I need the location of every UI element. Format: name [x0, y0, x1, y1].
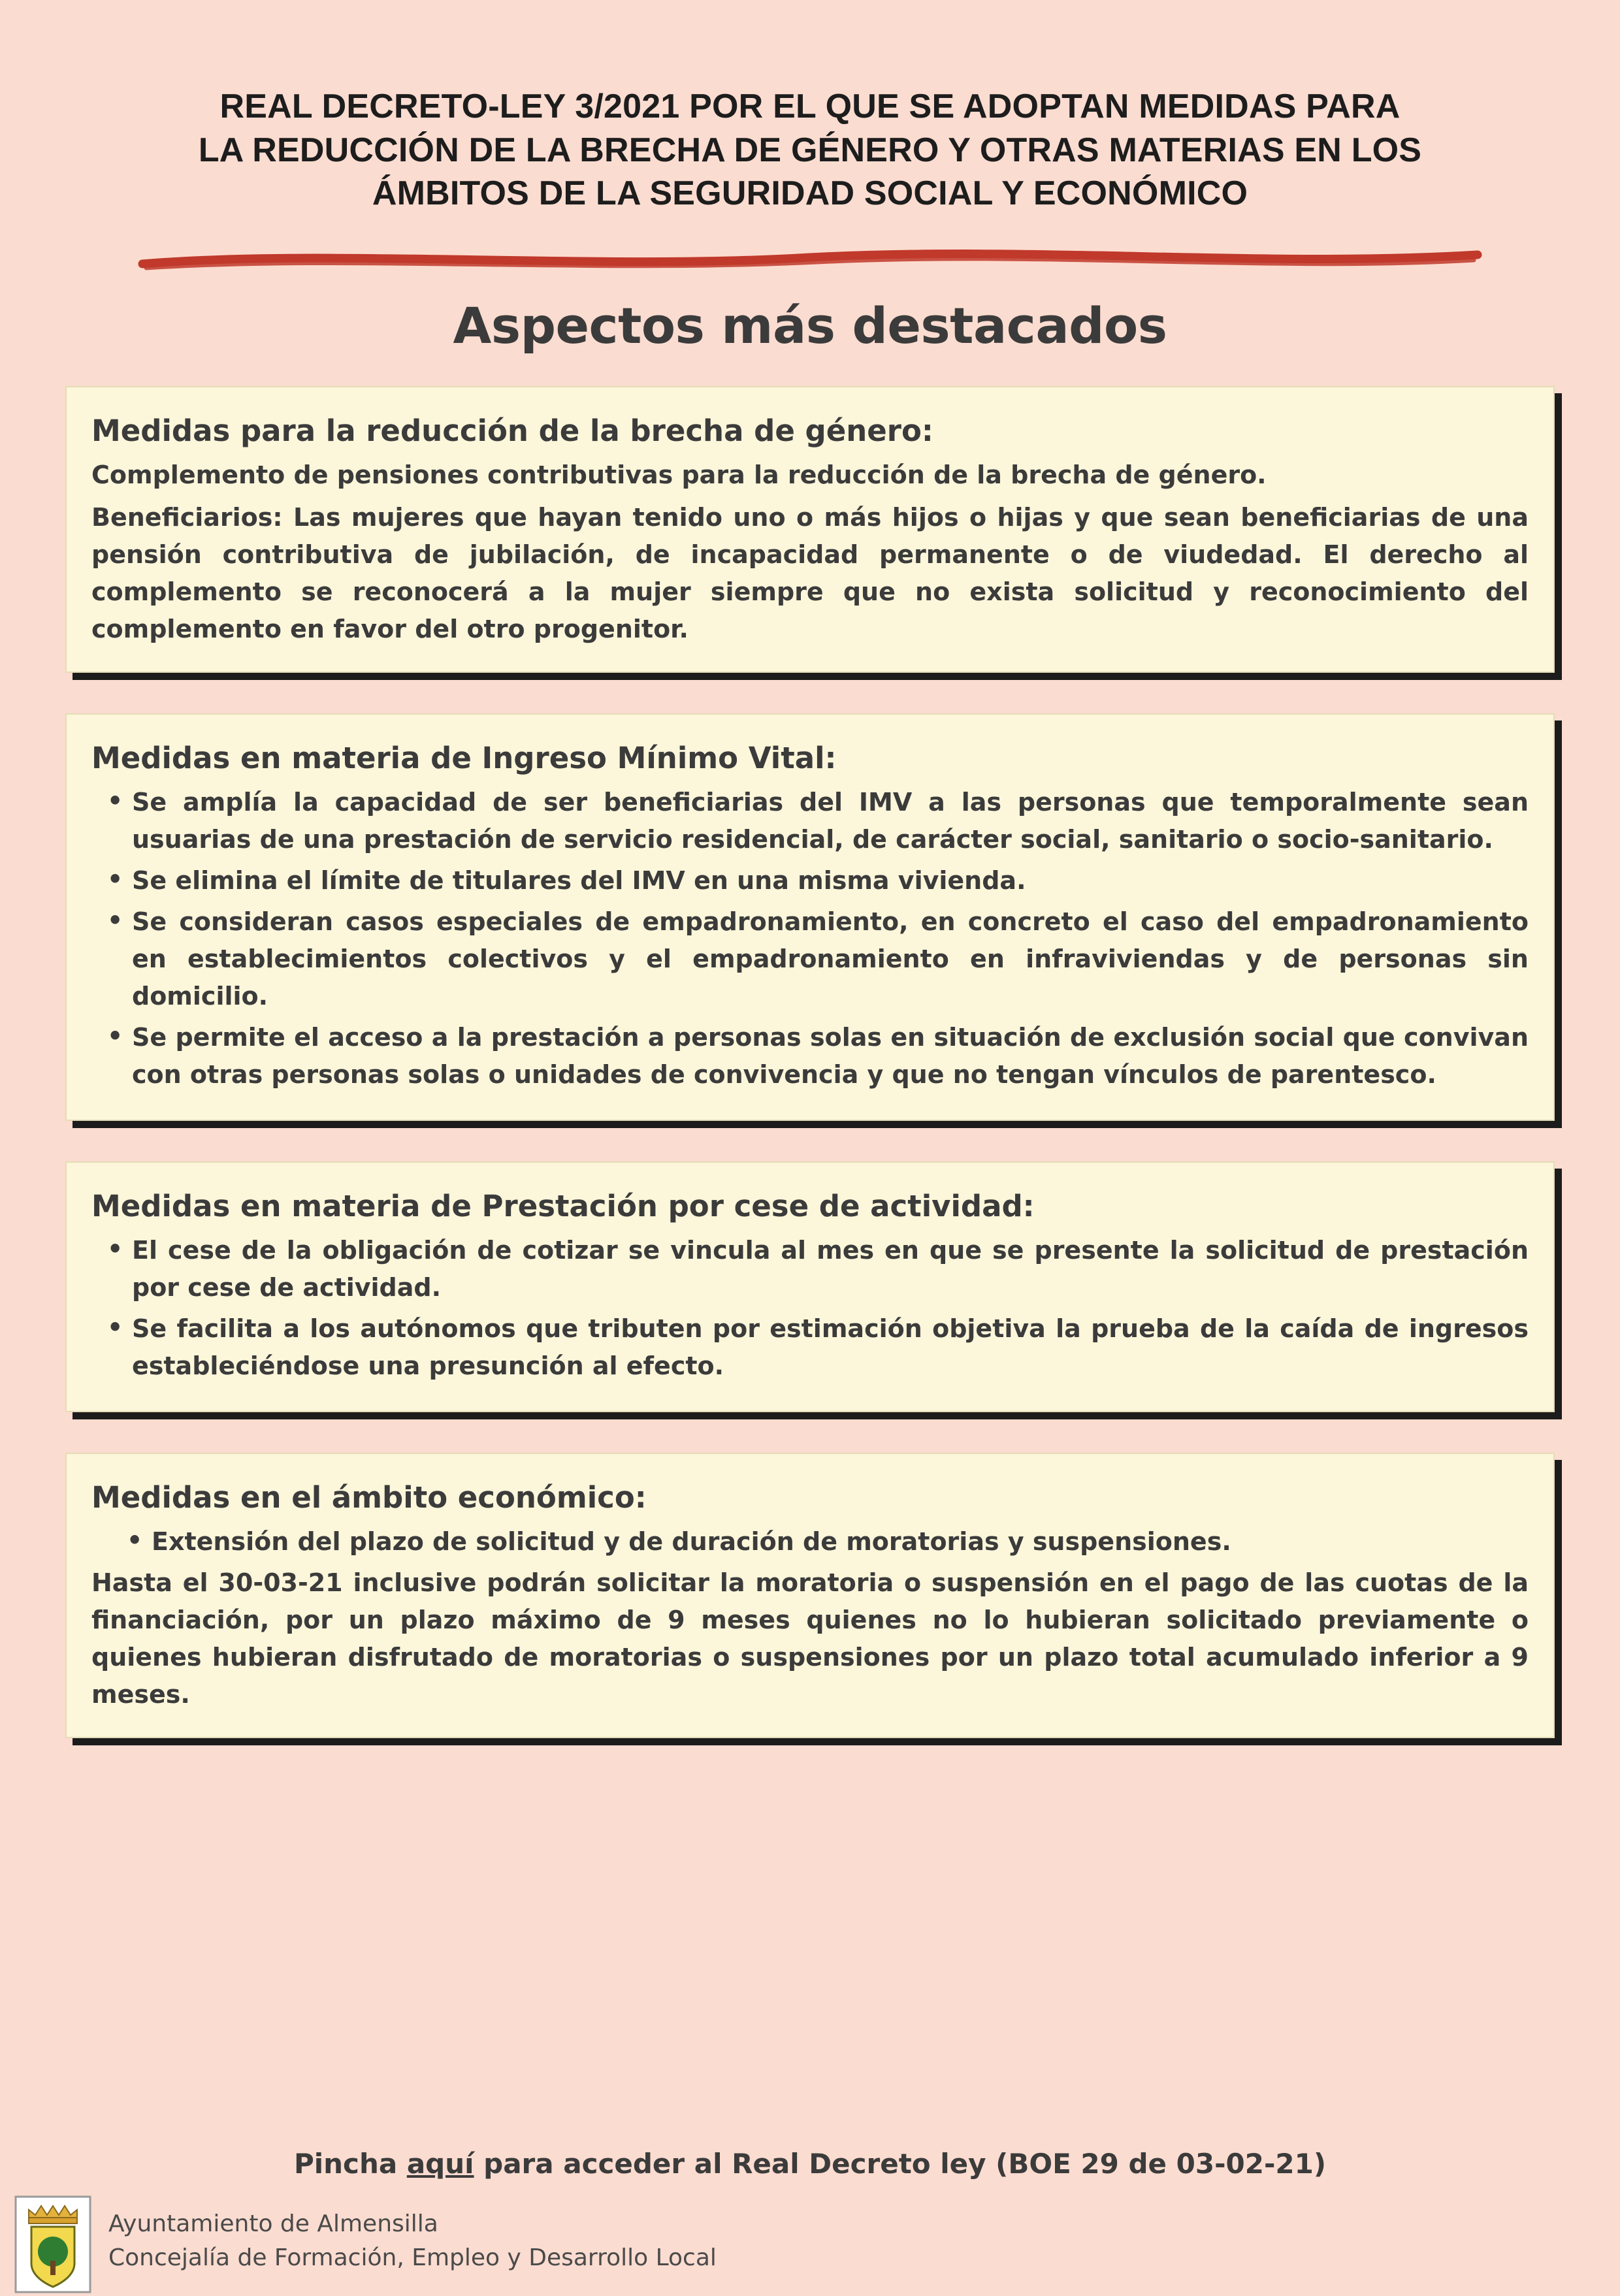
footer-org-line-2: Concejalía de Formación, Empleo y Desarrollo Local [108, 2244, 717, 2272]
card-body-text: Hasta el 30-03-21 inclusive podrán solicitar la moratoria o suspensión en el pago de las cuotas de la financiación, por un plazo máximo de 9 meses quienes no lo hubieran solicitado previamente o quienes hubieran disfrutado de moratorias o suspensiones por un plazo total acumulado inferior a 9 meses. [91, 1568, 1529, 1709]
cards-container [65, 386, 1555, 1738]
card-bullet-list [91, 784, 1529, 1093]
card-body-text: Beneficiarios: Las mujeres que hayan tenido uno o más hijos o hijas y que sean beneficiarias de una pensión contributiva de jubilación, de incapacidad permanente o de viudedad. El derecho al complemento se reconocerá a la mujer siempre que no exista solicitud y reconocimiento del complemento en favor del otro progenitor. [91, 502, 1529, 643]
card-brecha-genero [65, 386, 1555, 673]
footer-org-text [108, 2195, 717, 2275]
footer-identity [0, 2180, 1620, 2293]
list-item: • Se permite el acceso a la prestación a personas solas en situación de exclusión social que convivan con otras personas solas o unidades de convivencia y que no tengan vínculos de parentesco. [132, 1019, 1529, 1093]
page-title-line-2: LA REDUCCIÓN DE LA BRECHA DE GÉNERO Y OTRAS MATERIAS EN LOS [198, 131, 1422, 169]
card-heading: Medidas en materia de Ingreso Mínimo Vital: [91, 740, 837, 775]
card-heading: Medidas en materia de Prestación por cese de actividad: [91, 1188, 1035, 1223]
page-title [65, 0, 1555, 216]
card-cese-actividad [65, 1161, 1555, 1412]
coat-of-arms-icon [14, 2195, 91, 2293]
link-text-after: para acceder al Real Decreto ley (BOE 29 de 03-02-21) [474, 2148, 1327, 2180]
page-title-line-1: REAL DECRETO-LEY 3/2021 POR EL QUE SE ADOPTAN MEDIDAS PARA [219, 88, 1401, 125]
card-lead-text: Complemento de pensiones contributivas para la reducción de la brecha de género. [91, 460, 1267, 489]
card-bullet-list [91, 1232, 1529, 1385]
link-text-before: Pincha [293, 2148, 407, 2180]
list-item: • Extensión del plazo de solicitud y de duración de moratorias y suspensiones. [152, 1523, 1529, 1560]
card-ingreso-minimo-vital [65, 713, 1555, 1121]
list-item: • Se elimina el límite de titulares del IMV en una misma vivienda. [132, 862, 1529, 899]
list-item: • Se facilita a los autónomos que tributen por estimación objetiva la prueba de la caída de ingresos estableciéndose una presunción al efecto. [132, 1310, 1529, 1385]
card-ambito-economico [65, 1453, 1555, 1738]
page-title-line-3: ÁMBITOS DE LA SEGURIDAD SOCIAL Y ECONÓMICO [372, 174, 1248, 213]
page-subtitle: Aspectos más destacados [453, 296, 1167, 355]
footer-org-line-1: Ayuntamiento de Almensilla [108, 2210, 438, 2237]
link-text-aqui[interactable]: aquí [406, 2148, 474, 2180]
decorative-rule [137, 244, 1483, 274]
page-footer [0, 2141, 1620, 2291]
list-item: • El cese de la obligación de cotizar se vincula al mes en que se presente la solicitud de prestación por cese de actividad. [132, 1232, 1529, 1306]
card-bullet-list [91, 1523, 1529, 1560]
card-heading: Medidas para la reducción de la brecha de género: [91, 413, 933, 448]
list-item: • Se amplía la capacidad de ser beneficiarias del IMV a las personas que temporalmente sean usuarias de una prestación de servicio residencial, de carácter social, sanitario o socio-sanitario. [132, 784, 1529, 858]
list-item: • Se consideran casos especiales de empadronamiento, en concreto el caso del empadronamiento en establecimientos colectivos y el empadronamiento en infraviviendas y de personas sin domicilio. [132, 903, 1529, 1015]
card-heading: Medidas en el ámbito económico: [91, 1479, 647, 1515]
decree-link[interactable] [0, 2141, 1620, 2180]
